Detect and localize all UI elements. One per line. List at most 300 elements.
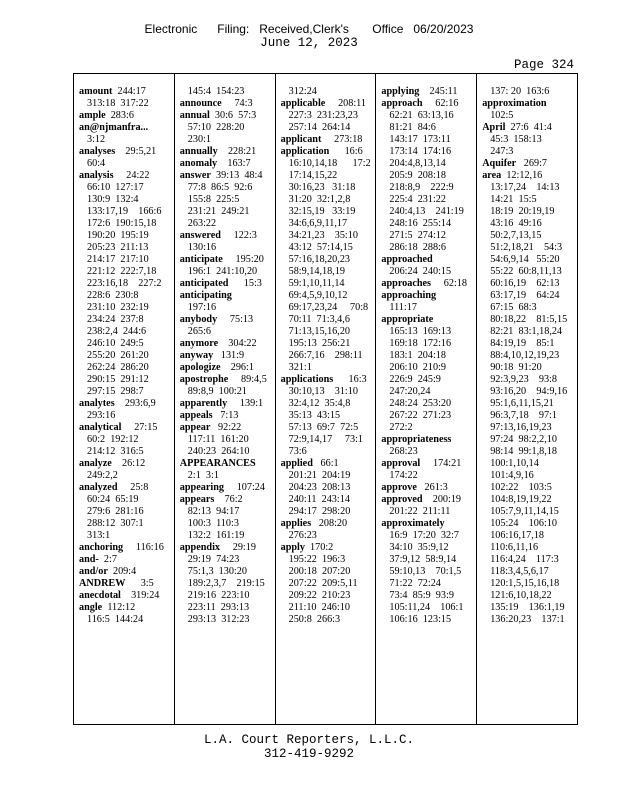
index-entry (281, 446, 376, 458)
index-entry (281, 86, 376, 98)
index-entry (482, 302, 577, 314)
index-entry (381, 398, 476, 410)
index-entry (482, 146, 577, 158)
index-page-refs: 69:17,23,24 70:8 (288, 302, 369, 313)
index-page-refs: 98:14 99:1,8,18 (490, 446, 557, 457)
index-entry (281, 350, 376, 362)
index-entry (381, 362, 476, 374)
index-term: answered (179, 230, 221, 241)
index-term: analyses (79, 146, 116, 157)
index-page-refs: 209:22 210:23 (288, 590, 351, 601)
index-page-refs: 248:24 253:20 (389, 398, 452, 409)
index-entry (482, 602, 577, 614)
index-entry (482, 338, 577, 350)
index-page-refs: 206:24 240:15 (389, 266, 452, 277)
index-entry (180, 206, 275, 218)
index-entry (381, 266, 476, 278)
index-page-refs: 205:9 208:18 (389, 170, 446, 181)
index-page-refs: 55:22 60:8,11,13 (490, 266, 562, 277)
index-entry (281, 602, 376, 614)
index-entry (79, 422, 174, 434)
index-page-refs: 195:22 196:3 (288, 554, 346, 565)
index-page-refs: 60:24 65:19 (87, 494, 139, 505)
index-page-refs: 247:20,24 (389, 386, 431, 397)
index-page-refs: 196:1 241:10,20 (187, 266, 258, 277)
index-entry (281, 266, 376, 278)
index-page-refs: 165:13 169:13 (389, 326, 452, 337)
index-entry (381, 302, 476, 314)
index-page-refs: 2:1 3:1 (187, 470, 219, 481)
index-entry (281, 158, 376, 170)
index-page-refs: 80:18,22 81:5,15 (490, 314, 568, 325)
index-term: apply (280, 542, 305, 553)
index-page-refs: 16:6 (329, 146, 363, 157)
index-entry (180, 278, 275, 290)
index-page-refs: 214:12 316:5 (87, 446, 144, 457)
index-entry (79, 386, 174, 398)
index-page-refs: 263:22 (187, 218, 217, 229)
index-page-refs: 276:23 (288, 530, 317, 541)
index-page-refs: 293:16 (87, 410, 116, 421)
index-entry (482, 458, 577, 470)
index-entry (281, 206, 376, 218)
index-page-refs: 174:21 (420, 458, 462, 469)
index-entry (281, 614, 376, 626)
index-term: appear (179, 422, 211, 433)
index-entry (381, 206, 476, 218)
index-entry (180, 290, 275, 302)
index-entry (180, 350, 275, 362)
index-entry (381, 98, 476, 110)
index-term: appropriate (381, 314, 434, 325)
index-entry (281, 194, 376, 206)
index-page-refs: 89:8,9 100:21 (187, 386, 247, 397)
index-entry (482, 110, 577, 122)
index-entry (381, 602, 476, 614)
index-entry (281, 398, 376, 410)
index-page-refs: 69:4,5,9,10,12 (288, 290, 348, 301)
index-page-refs: 296:1 (220, 362, 254, 373)
index-entry (281, 554, 376, 566)
index-page-refs: 231:10 232:19 (87, 302, 149, 313)
index-column-1 (74, 74, 174, 724)
index-page-refs: 2:7 (98, 554, 117, 565)
index-page-refs: 208:20 (311, 518, 348, 529)
index-entry (281, 362, 376, 374)
index-page-refs: 174:22 (389, 470, 418, 481)
index-page-refs: 169:18 172:16 (389, 338, 452, 349)
index-page-refs: 92:22 (210, 422, 242, 433)
index-page-refs: 63:17,19 64:24 (490, 290, 560, 301)
index-term: approved (381, 494, 423, 505)
index-entry (281, 530, 376, 542)
index-entry (180, 254, 275, 266)
index-term: approximately (381, 518, 445, 529)
index-term: anymore (179, 338, 219, 349)
index-page-refs: 155:8 225:5 (187, 194, 240, 205)
index-entry (79, 350, 174, 362)
index-entry (482, 590, 577, 602)
index-page-refs: 208:11 (325, 98, 366, 109)
index-page-refs: 30:10,13 31:10 (288, 386, 358, 397)
index-page-refs: 132:2 161:19 (187, 530, 245, 541)
index-entry (281, 410, 376, 422)
index-entry (79, 470, 174, 482)
index-page-refs: 120:1,5,15,16,18 (490, 578, 560, 589)
index-term: analytical (79, 422, 122, 433)
index-page-refs: 268:23 (389, 446, 418, 457)
index-page-refs: 43:16 49:16 (490, 218, 542, 229)
index-page-refs: 226:9 245:9 (389, 374, 441, 385)
index-entry (180, 182, 275, 194)
index-entry (180, 578, 275, 590)
index-page-refs: 50:2,7,13,15 (490, 230, 542, 241)
index-page-refs: 207:22 209:5,11 (288, 578, 358, 589)
index-entry (482, 398, 577, 410)
index-page-refs: 71:22 72:24 (389, 578, 441, 589)
index-term: announce (179, 98, 222, 109)
index-page-refs: 101:4,9,16 (490, 470, 534, 481)
index-term: applicant (280, 134, 322, 145)
index-entry (482, 218, 577, 230)
index-entry (281, 98, 376, 110)
index-entry (381, 554, 476, 566)
index-term: answer (179, 170, 211, 181)
index-term: area (482, 170, 502, 181)
index-page-refs: 100:1,10,14 (490, 458, 539, 469)
index-page-refs: 32:4,12 35:4,8 (288, 398, 351, 409)
index-entry (482, 86, 577, 98)
index-page-refs: 106:16,17,18 (490, 530, 544, 541)
index-page-refs: 24:22 (113, 170, 150, 181)
index-page-refs: 201:21 204:19 (288, 470, 351, 481)
index-entry (381, 194, 476, 206)
index-page-refs: 312:24 (288, 86, 317, 97)
index-page-refs: 13:17,24 14:13 (490, 182, 560, 193)
index-page-refs: 145:4 154:23 (187, 86, 245, 97)
index-entry (79, 566, 174, 578)
index-page-refs: 223:16,18 227:2 (87, 278, 162, 289)
index-entry (180, 326, 275, 338)
index-entry (180, 482, 275, 494)
index-entry (79, 518, 174, 530)
index-entry (180, 494, 275, 506)
index-entry (180, 470, 275, 482)
index-page-refs: 279:6 281:16 (87, 506, 144, 517)
index-entry (381, 482, 476, 494)
index-entry (482, 194, 577, 206)
index-page-refs: 230:1 (187, 134, 212, 145)
index-term: applies (280, 518, 312, 529)
index-entry (381, 326, 476, 338)
index-page-refs: 283:6 (105, 110, 134, 121)
index-page-refs: 34:10 35:9,12 (389, 542, 449, 553)
index-entry (482, 566, 577, 578)
index-page-refs: 96:3,7,18 97:1 (490, 410, 557, 421)
index-entry (79, 590, 174, 602)
index-entry (381, 458, 476, 470)
index-page-refs: 95:1,6,11,15,21 (490, 398, 554, 409)
index-entry (281, 494, 376, 506)
index-entry (180, 458, 275, 470)
index-page-refs: 228:6 230:8 (87, 290, 139, 301)
index-entry (79, 158, 174, 170)
index-page-refs: 249:2,2 (87, 470, 118, 481)
index-entry (482, 158, 577, 170)
index-page-refs: 195:20 (222, 254, 264, 265)
index-entry (381, 254, 476, 266)
index-entry (381, 494, 476, 506)
index-entry (381, 278, 476, 290)
document-date: June 12, 2023 (260, 36, 358, 50)
index-entry (180, 134, 275, 146)
index-page-refs: 265:6 (187, 326, 212, 337)
index-entry (180, 506, 275, 518)
index-entry (79, 218, 174, 230)
index-page-refs: 250:8 266:3 (288, 614, 341, 625)
index-page-refs: 173:14 174:16 (389, 146, 452, 157)
index-entry (482, 614, 577, 626)
index-term: anticipating (179, 290, 232, 301)
index-entry (381, 146, 476, 158)
index-entry (180, 590, 275, 602)
index-entry (482, 98, 577, 110)
index-page-refs: 67:15 68:3 (490, 302, 537, 313)
index-page-refs: 228:21 (217, 146, 257, 157)
index-entry (482, 314, 577, 326)
index-page-refs: 25:8 (117, 482, 149, 493)
index-entry (281, 470, 376, 482)
index-entry (482, 134, 577, 146)
index-entry (79, 254, 174, 266)
index-page-refs: 130:9 132:4 (87, 194, 139, 205)
index-entry (381, 386, 476, 398)
index-term: approached (381, 254, 433, 265)
index-page-refs: 223:11 293:13 (187, 602, 250, 613)
index-term: apologize (179, 362, 221, 373)
index-page-refs: 105:24 106:10 (490, 518, 557, 529)
index-entry (79, 434, 174, 446)
index-entry (482, 374, 577, 386)
index-term: and/or (79, 566, 108, 577)
index-page-refs: 15:3 (228, 278, 262, 289)
index-page-refs: 313:18 317:22 (87, 98, 149, 109)
index-entry (482, 434, 577, 446)
index-page-refs: 43:12 57:14,15 (288, 242, 353, 253)
index-page-refs: 245:11 (419, 86, 458, 97)
index-page-refs: 110:6,11,16 (490, 542, 539, 553)
index-entry (281, 230, 376, 242)
index-entry (180, 410, 275, 422)
index-page-refs: 234:24 237:8 (87, 314, 144, 325)
index-term: angle (79, 602, 103, 613)
index-entry (381, 518, 476, 530)
index-entry (79, 374, 174, 386)
index-entry (79, 230, 174, 242)
word-index-box (73, 73, 578, 725)
index-page-refs: 12:12,16 (501, 170, 543, 181)
index-entry (482, 230, 577, 242)
index-entry (482, 494, 577, 506)
index-entry (381, 182, 476, 194)
index-entry (180, 554, 275, 566)
index-entry (482, 482, 577, 494)
index-entry (281, 242, 376, 254)
index-page-refs: 190:20 195:19 (87, 230, 149, 241)
index-entry (381, 338, 476, 350)
index-entry (482, 350, 577, 362)
index-page-refs: 45:3 158:13 (490, 134, 542, 145)
index-entry (482, 290, 577, 302)
index-entry (180, 374, 275, 386)
index-term: apostrophe (179, 374, 229, 385)
index-page-refs: 170:2 (304, 542, 334, 553)
index-page-refs: 116:4,24 117:3 (490, 554, 559, 565)
index-entry (482, 266, 577, 278)
reporter-name: L.A. Court Reporters, L.L.C. (203, 733, 415, 747)
index-entry (281, 134, 376, 146)
index-entry (381, 218, 476, 230)
index-term: APPEARANCES (179, 458, 256, 469)
index-page-refs: 133:17,19 166:6 (87, 206, 162, 217)
index-page-refs: 136:20,23 137:1 (490, 614, 565, 625)
index-page-refs: 81:21 84:6 (389, 122, 436, 133)
index-page-refs: 131:9 (213, 350, 245, 361)
index-page-refs: 257:14 264:14 (288, 122, 351, 133)
index-entry (381, 122, 476, 134)
index-column-3 (275, 74, 376, 724)
index-page-refs: 288:12 307:1 (87, 518, 144, 529)
index-page-refs: 51:2,18,21 54:3 (490, 242, 563, 253)
index-term: ANDREW (79, 578, 126, 589)
index-page-refs: 17:14,15,22 (288, 170, 338, 181)
index-page-refs: 238:2,4 244:6 (87, 326, 147, 337)
index-entry (482, 470, 577, 482)
index-entry (482, 422, 577, 434)
index-page-refs: 7:13 (212, 410, 239, 421)
index-page-refs: 105:7,9,11,14,15 (490, 506, 559, 517)
index-page-refs: 75:1,3 130:20 (187, 566, 247, 577)
index-page-refs: 29:19 74:23 (187, 554, 240, 565)
index-page-refs: 37:9,12 58:9,14 (389, 554, 457, 565)
index-entry (79, 362, 174, 374)
index-entry (482, 170, 577, 182)
index-column-4 (375, 74, 476, 724)
index-entry (381, 86, 476, 98)
index-page-refs: 27:15 (121, 422, 158, 433)
index-page-refs: 3:12 (87, 134, 106, 145)
index-page-refs: 71:13,15,16,20 (288, 326, 351, 337)
index-entry (79, 302, 174, 314)
index-entry (281, 458, 376, 470)
index-entry (79, 194, 174, 206)
index-page-refs: 34:21,23 35:10 (288, 230, 358, 241)
index-entry (381, 566, 476, 578)
index-page-refs: 244:17 (112, 86, 146, 97)
index-entry (180, 110, 275, 122)
index-page-refs: 75:13 (217, 314, 254, 325)
index-term: appropriateness (381, 434, 452, 445)
index-entry (482, 446, 577, 458)
index-page-refs: 77:8 86:5 92:6 (187, 182, 253, 193)
index-page-refs: 214:17 217:10 (87, 254, 149, 265)
index-page-refs: 246:10 249:5 (87, 338, 144, 349)
index-page-refs: 200:19 (422, 494, 462, 505)
index-entry (482, 182, 577, 194)
index-page-refs: 35:13 43:15 (288, 410, 341, 421)
index-entry (79, 278, 174, 290)
index-entry (180, 398, 275, 410)
index-entry (79, 146, 174, 158)
index-entry (281, 290, 376, 302)
index-entry (79, 506, 174, 518)
index-page-refs: 247:3 (490, 146, 514, 157)
index-page-refs: 294:17 298:20 (288, 506, 351, 517)
index-page-refs: 60:16,19 62:13 (490, 278, 560, 289)
index-entry (79, 170, 174, 182)
index-entry (381, 230, 476, 242)
index-term: appeals (179, 410, 213, 421)
reporter-phone: 312-419-9292 (263, 747, 354, 761)
index-page-refs: 104:8,19,19,22 (490, 494, 552, 505)
index-term: approaches (381, 278, 432, 289)
index-entry (381, 434, 476, 446)
index-term: appearing (179, 482, 224, 493)
index-page-refs: 82:13 94:17 (187, 506, 240, 517)
index-entry (79, 122, 174, 134)
index-page-refs: 73:6 (288, 446, 307, 457)
index-entry (180, 266, 275, 278)
index-page-refs: 84:19,19 85:1 (490, 338, 555, 349)
index-page-refs: 66:1 (312, 458, 339, 469)
index-term: anecdotal (79, 590, 121, 601)
index-page-refs: 172:6 190:15,18 (87, 218, 157, 229)
index-term: annual (179, 110, 210, 121)
index-entry (381, 314, 476, 326)
index-page-refs: 72:9,14,17 73:1 (288, 434, 364, 445)
index-entry (180, 602, 275, 614)
index-entry (281, 302, 376, 314)
index-entry (180, 146, 275, 158)
index-page-refs: 39:13 48:4 (210, 170, 263, 181)
index-term: anyway (179, 350, 214, 361)
index-entry (79, 110, 174, 122)
index-entry (482, 554, 577, 566)
index-page-refs: 57:10 228:20 (187, 122, 245, 133)
index-term: analytes (79, 398, 115, 409)
index-page-refs: 313:1 (87, 530, 111, 541)
index-page-refs: 240:23 264:10 (187, 446, 250, 457)
index-page-refs: 62:21 63:13,16 (389, 110, 454, 121)
index-page-refs: 54:6,9,14 55:20 (490, 254, 560, 265)
index-entry (381, 158, 476, 170)
index-entry (180, 542, 275, 554)
index-term: amount (79, 86, 113, 97)
index-page-refs: 57:16,18,20,23 (288, 254, 351, 265)
index-page-refs: 139:1 (227, 398, 264, 409)
index-page-refs: 189:2,3,7 219:15 (187, 578, 265, 589)
index-entry (79, 494, 174, 506)
index-column-2 (174, 74, 275, 724)
index-entry (79, 530, 174, 542)
index-page-refs: 105:11,24 106:1 (389, 602, 464, 613)
index-page-refs: 240:11 243:14 (288, 494, 350, 505)
index-entry (482, 518, 577, 530)
index-entry (281, 326, 376, 338)
index-page-refs: 209:4 (107, 566, 137, 577)
index-term: an@njmanfra... (79, 122, 149, 133)
index-page-refs: 122:3 (220, 230, 257, 241)
